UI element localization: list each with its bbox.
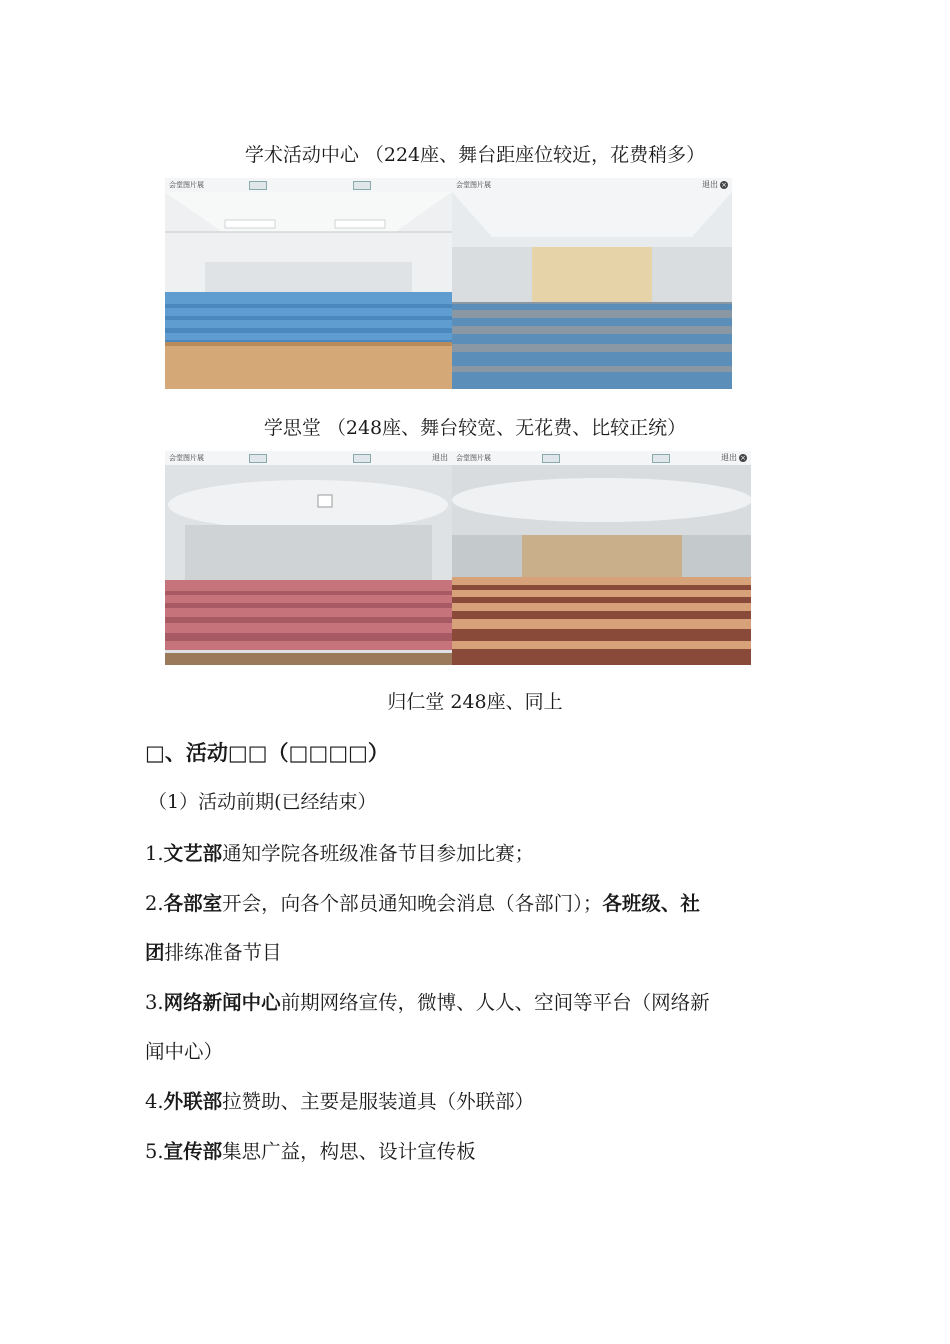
photo-window-title: 会堂图片展 <box>169 181 204 189</box>
close-icon: × <box>721 181 727 189</box>
list-item: 2.各部室开会，向各个部员通知晚会消息（各部门）；各班级、社 <box>145 892 700 915</box>
nav-button[interactable] <box>249 454 267 463</box>
venue-photo-2b <box>452 451 751 665</box>
photo-window-titlebar <box>165 178 452 193</box>
section-heading: □、活动□□（□□□□） <box>145 741 389 765</box>
list-item: 3.网络新闻中心前期网络宣传，微博、人人、空间等平台（网络新 <box>145 991 710 1014</box>
nav-button[interactable] <box>353 454 371 463</box>
photo-window-title: 会堂图片展 <box>169 454 204 462</box>
photo-window-title: 会堂图片展 <box>456 181 491 189</box>
section-subheading: （1）活动前期(已经结束） <box>148 791 377 813</box>
list-item: 5.宣传部集思广益，构思、设计宣传板 <box>145 1140 476 1163</box>
auditorium-image-brown <box>452 465 751 665</box>
photo-window-titlebar <box>452 178 732 193</box>
exit-button[interactable]: 退出 × <box>721 453 746 462</box>
list-item-continuation: 团排练准备节目 <box>145 941 282 964</box>
venue-caption-3: 归仁堂 248座、同上 <box>387 691 563 713</box>
auditorium-image-pink <box>165 465 452 665</box>
venue-photo-2a <box>165 451 452 665</box>
venue-caption-1: 学术活动中心 （224座、舞台距座位较近，花费稍多） <box>244 144 706 166</box>
exit-button[interactable]: 退出 × <box>702 180 727 189</box>
list-item: 1.文艺部通知学院各班级准备节目参加比赛； <box>145 842 535 865</box>
list-item: 4.外联部拉赞助、主要是服装道具（外联部） <box>145 1090 535 1113</box>
close-icon: × <box>740 454 746 462</box>
photo-window-titlebar <box>165 451 452 466</box>
nav-button[interactable] <box>249 181 267 190</box>
venue-photo-1b <box>452 178 732 389</box>
exit-button[interactable]: 退出 <box>432 453 448 462</box>
photo-window-title: 会堂图片展 <box>456 454 491 462</box>
venue-photo-1a <box>165 178 452 389</box>
photo-window-titlebar <box>452 451 751 466</box>
auditorium-image-blue-1 <box>165 192 452 389</box>
list-item-continuation: 闻中心） <box>145 1040 224 1063</box>
nav-button[interactable] <box>542 454 560 463</box>
venue-caption-2: 学思堂 （248座、舞台较宽、无花费、比较正统） <box>263 417 687 439</box>
auditorium-image-blue-2 <box>452 192 732 389</box>
nav-button[interactable] <box>353 181 371 190</box>
nav-button[interactable] <box>652 454 670 463</box>
